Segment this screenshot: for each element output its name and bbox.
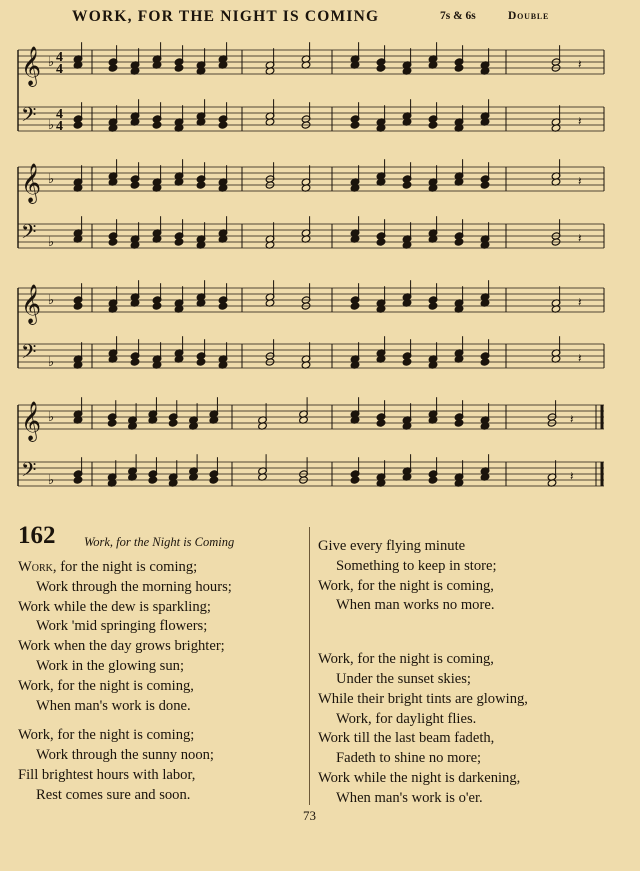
flat-icon: ♭	[48, 172, 55, 187]
lyric-line: Work while the dew is sparkling;	[18, 598, 211, 615]
lyric-line: While their bright tints are glowing,	[318, 690, 528, 707]
lyric-line	[18, 558, 232, 578]
lyric-line: Work till the last beam fadeth,	[318, 730, 495, 747]
lyrics-left-column	[18, 558, 232, 816]
music-score	[0, 30, 640, 510]
lyric-line: Fadeth to shine no more;	[336, 750, 482, 767]
lyric-line: Work, for daylight flies.	[336, 710, 477, 727]
stanza-4	[318, 650, 528, 808]
lyric-text: , for the night is coming;	[52, 559, 198, 575]
flat-icon: ♭	[48, 355, 55, 370]
meter-variant: Double	[508, 10, 550, 22]
lyric-line: Something to keep in store;	[336, 557, 497, 574]
flat-icon: ♭	[48, 55, 55, 70]
lyric-line: When man works no more.	[336, 597, 495, 614]
rest-icon: 𝄽	[578, 351, 582, 365]
lyric-line: Work, for the night is coming,	[318, 577, 494, 594]
rest-icon: 𝄽	[570, 412, 574, 426]
lyric-line: Give every flying minute	[318, 538, 466, 554]
bass-clef-icon: 𝄢	[21, 103, 37, 131]
lyric-line: Work through the morning hours;	[36, 578, 232, 595]
time-signature-bottom: 4	[56, 119, 63, 134]
lyrics-right-column	[318, 537, 528, 819]
lyric-line: Work, for the night is coming;	[18, 727, 195, 744]
hymn-subtitle: Work, for the Night is Coming	[84, 535, 235, 549]
treble-clef-icon: 𝄞	[21, 163, 42, 203]
lyric-line: Work 'mid springing flowers;	[36, 618, 208, 635]
title-row	[0, 8, 640, 30]
rest-icon: 𝄽	[578, 295, 582, 309]
lyric-line: Work, for the night is coming,	[318, 651, 494, 668]
rest-icon: 𝄽	[578, 57, 582, 71]
lyric-line: Work, for the night is coming,	[18, 677, 194, 694]
bass-clef-icon: 𝄢	[21, 458, 37, 486]
first-word: Work	[18, 559, 53, 575]
treble-clef-icon: 𝄞	[21, 46, 42, 86]
lyric-line: Rest comes sure and soon.	[36, 786, 191, 803]
lyric-line: Work in the glowing sun;	[36, 657, 184, 674]
rest-icon: 𝄽	[578, 174, 582, 188]
rest-icon: 𝄽	[578, 114, 582, 128]
lyric-line: Fill brightest hours with labor,	[18, 766, 196, 783]
stanza-3	[318, 537, 528, 616]
lyric-line: When man's work is done.	[36, 697, 191, 714]
column-divider	[309, 527, 310, 805]
flat-icon: ♭	[48, 410, 55, 425]
bass-clef-icon: 𝄢	[21, 220, 37, 248]
time-signature-bottom: 4	[56, 62, 63, 77]
time-signature-top: 4	[56, 107, 63, 122]
flat-icon: ♭	[48, 293, 55, 308]
lyric-line: Work through the sunny noon;	[36, 747, 214, 764]
tune-title: WORK, FOR THE NIGHT IS COMING	[72, 8, 380, 25]
hymn-number: 162	[18, 522, 56, 549]
treble-clef-icon: 𝄞	[21, 284, 42, 324]
rest-icon: 𝄽	[578, 231, 582, 245]
lyric-line: Work when the day grows brighter;	[18, 638, 225, 655]
rest-icon: 𝄽	[570, 469, 574, 483]
flat-icon: ♭	[48, 118, 55, 133]
stanza-2	[18, 726, 232, 805]
flat-icon: ♭	[48, 235, 55, 250]
lyric-line: Under the sunset skies;	[336, 670, 471, 687]
lyric-line: When man's work is o'er.	[336, 789, 483, 806]
page-number: 73	[303, 808, 316, 823]
stanza-1	[18, 558, 232, 716]
lyric-line: Work while the night is darkening,	[318, 769, 521, 786]
time-signature-top: 4	[56, 50, 63, 65]
treble-clef-icon: 𝄞	[21, 401, 42, 441]
meter-label: 7s & 6s	[440, 10, 476, 22]
bass-clef-icon: 𝄢	[21, 340, 37, 368]
flat-icon: ♭	[48, 473, 55, 488]
